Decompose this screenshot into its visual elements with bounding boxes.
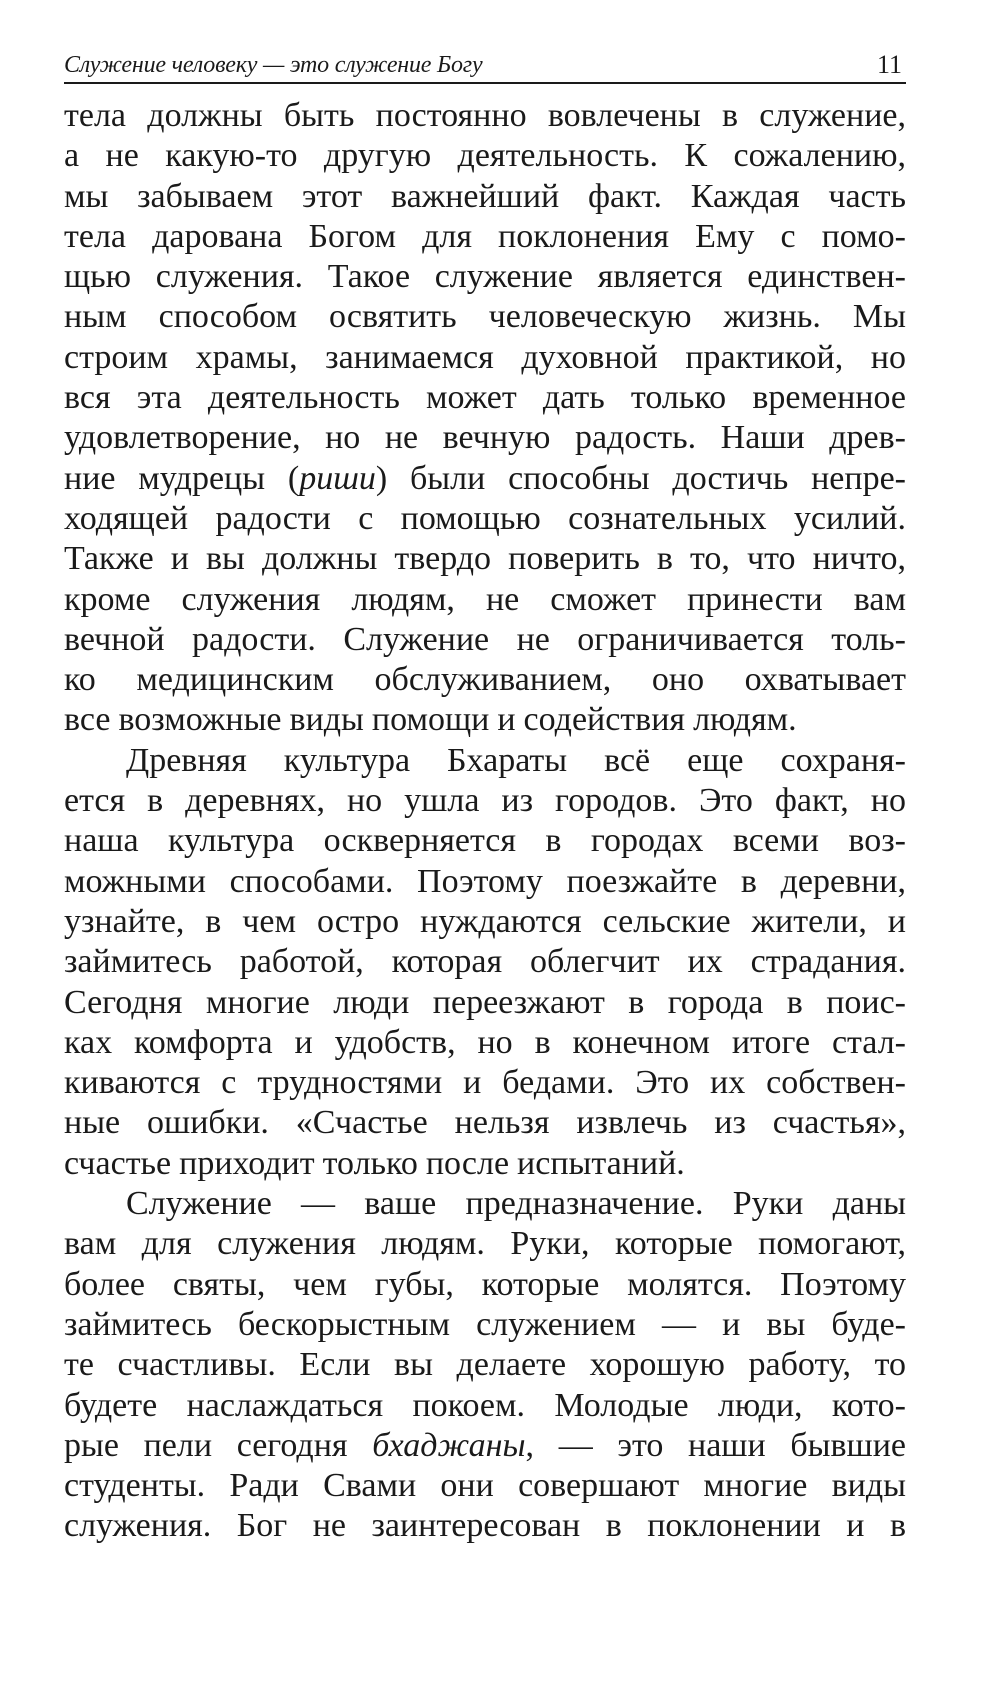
text-line: ках комфорта и удобств, но в конечном итоге стал- (64, 1023, 906, 1061)
text-line: служения. Бог не заинтересован в поклонении и в (64, 1507, 906, 1545)
text-line: ется в деревнях, но ушла из городов. Это факт, но (64, 782, 906, 820)
text-line: ко медицинским обслуживанием, оно охватывает (64, 661, 906, 699)
text-line: удовлетворение, но не вечную радость. Наши древ- (64, 419, 906, 457)
body-text (64, 96, 906, 1547)
text-line: ным способом освятить человеческую жизнь. Мы (64, 298, 906, 336)
text-line: все возможные виды помощи и содействия людям. (64, 701, 797, 739)
text-line: рые пели сегодня бхаджаны, — это наши бывшие (64, 1426, 906, 1464)
paragraph-3 (64, 1184, 906, 1547)
text-line: студенты. Ради Свами они совершают многие виды (64, 1467, 906, 1505)
text-line: счастье приходит только после испытаний. (64, 1144, 685, 1182)
text-line: те счастливы. Если вы делаете хорошую работу, то (64, 1346, 906, 1384)
italic-term: бхаджаны (372, 1426, 526, 1464)
text-line: строим храмы, занимаемся духовной практикой, но (64, 338, 906, 376)
text-line: ние мудрецы (риши) были способны достичь непре- (64, 459, 906, 497)
paragraph-1 (64, 96, 906, 741)
text-line: Древняя культура Бхараты всё еще сохраня- (126, 741, 906, 779)
text-line: вам для служения людям. Руки, которые помогают, (64, 1225, 906, 1263)
text-line: тела дарована Богом для поклонения Ему с помо- (64, 217, 906, 255)
text-line: Служение — ваше предназначение. Руки даны (126, 1185, 906, 1223)
text-line: вечной радости. Служение не ограничивается толь- (64, 620, 906, 658)
text-line: наша культура оскверняется в городах всеми воз- (64, 822, 906, 860)
text-line: займитесь работой, которая облегчит их страдания. (64, 943, 906, 981)
page-number: 11 (876, 50, 902, 79)
text-line: можными способами. Поэтому поезжайте в деревни, (64, 862, 906, 900)
text-line: узнайте, в чем остро нуждаются сельские жители, и (64, 902, 906, 940)
text-line: ные ошибки. «Счастье нельзя извлечь из счастья», (64, 1104, 906, 1142)
italic-term: риши (299, 459, 376, 497)
text-line: вся эта деятельность может дать только временное (64, 379, 906, 417)
text-line: займитесь бескорыстным служением — и вы буде- (64, 1305, 906, 1343)
text-line: мы забываем этот важнейший факт. Каждая часть (64, 177, 906, 215)
text-line: щью служения. Такое служение является единствен- (64, 258, 906, 296)
text-line: ходящей радости с помощью сознательных усилий. (64, 499, 906, 537)
text-line: Сегодня многие люди переезжают в города в поис- (64, 983, 906, 1021)
running-head (64, 48, 906, 84)
text-line: более святы, чем губы, которые молятся. Поэтому (64, 1265, 906, 1303)
text-line: а не какую-то другую деятельность. К сожалению, (64, 137, 906, 175)
text-line: Также и вы должны твердо поверить в то, что ничто, (64, 540, 906, 578)
book-page (64, 48, 906, 1668)
text-line: кроме служения людям, не сможет принести вам (64, 580, 906, 618)
text-line: киваются с трудностями и бедами. Это их собствен- (64, 1064, 906, 1102)
text-line: тела должны быть постоянно вовлечены в служение, (64, 97, 906, 134)
text-line: будете наслаждаться покоем. Молодые люди, кото- (64, 1386, 906, 1424)
paragraph-2 (64, 741, 906, 1184)
running-title: Служение человеку — это служение Богу (64, 52, 483, 78)
